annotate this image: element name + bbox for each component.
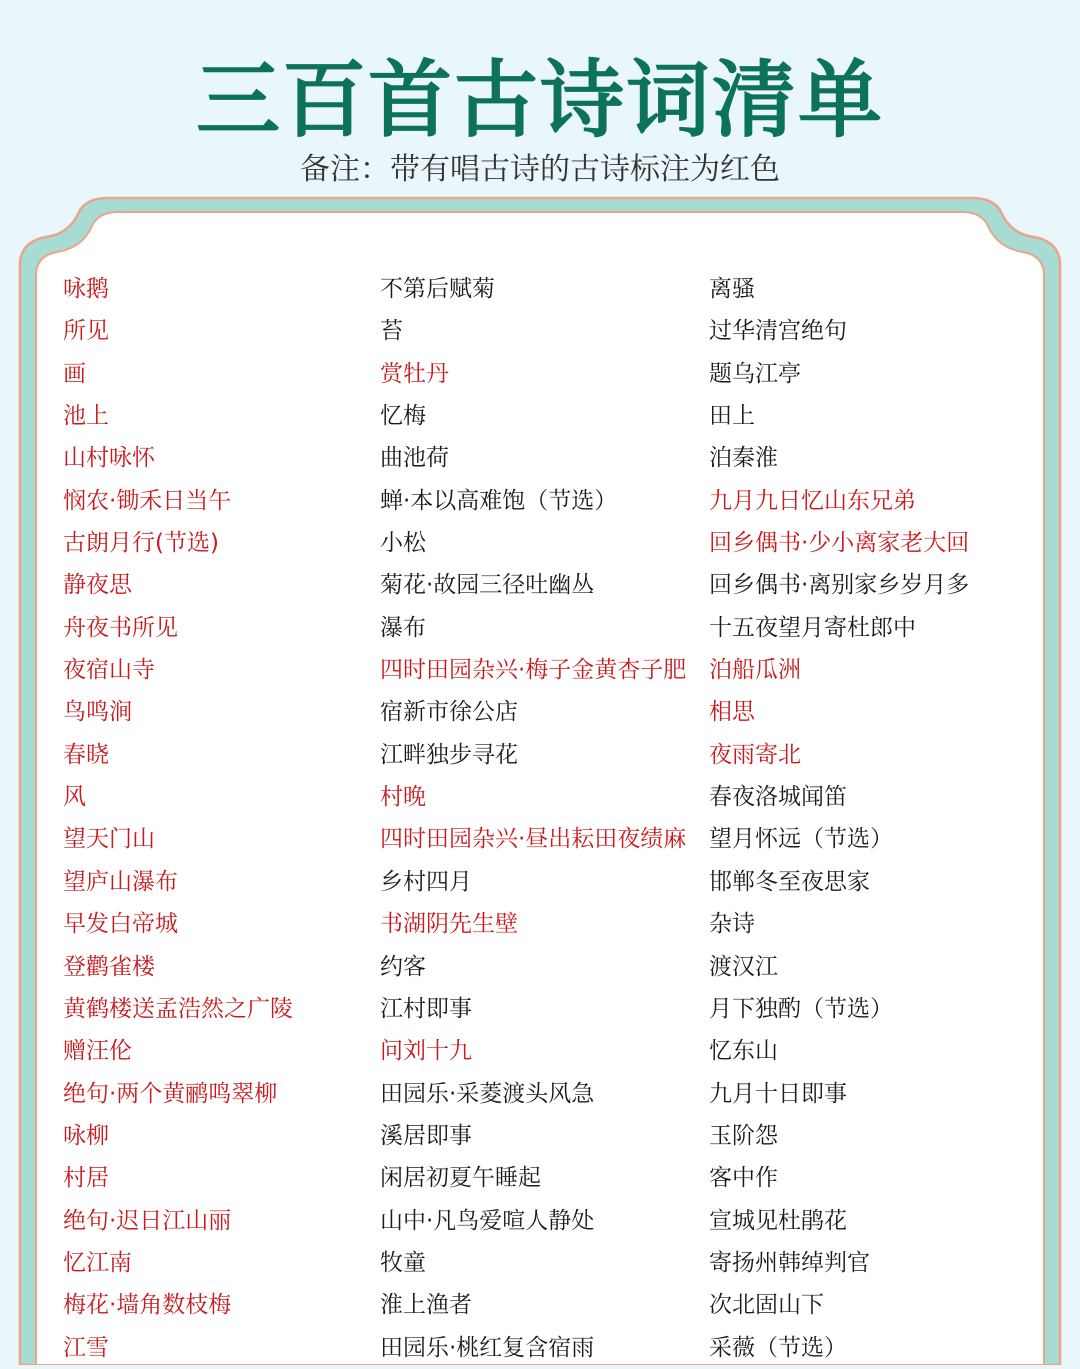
poem-title: 山中·凡鸟爱喧人静处 bbox=[380, 1207, 595, 1234]
poem-title: 书湖阴先生壁 bbox=[380, 911, 518, 938]
poem-title: 题乌江亭 bbox=[709, 360, 801, 387]
poem-title: 忆东山 bbox=[709, 1038, 778, 1065]
poem-title: 望月怀远（节选） bbox=[709, 826, 893, 853]
poem-title: 回乡偶书·离别家乡岁月多 bbox=[709, 572, 970, 599]
poem-title: 宣城见杜鹃花 bbox=[709, 1207, 847, 1234]
poem-title: 溪居即事 bbox=[380, 1122, 472, 1149]
poem-column-1 bbox=[63, 268, 293, 1369]
poem-title: 登鹳雀楼 bbox=[63, 953, 155, 980]
poem-title: 寄扬州韩绰判官 bbox=[709, 1249, 870, 1276]
poem-title: 夜雨寄北 bbox=[709, 741, 801, 768]
poem-title: 田上 bbox=[709, 403, 755, 430]
poem-title: 离骚 bbox=[709, 276, 755, 302]
poem-title: 泊秦淮 bbox=[709, 445, 778, 472]
poem-title: 乡村四月 bbox=[380, 868, 472, 895]
poem-title: 黄鹤楼送孟浩然之广陵 bbox=[63, 995, 293, 1022]
poem-title: 瀑布 bbox=[380, 614, 426, 641]
poem-title: 玉阶怨 bbox=[709, 1122, 778, 1149]
poem-title: 蝉·本以高难饱（节选） bbox=[380, 487, 618, 514]
poem-title: 咏柳 bbox=[63, 1122, 109, 1149]
poem-column-2 bbox=[380, 268, 686, 1369]
poem-title: 闲居初夏午睡起 bbox=[380, 1165, 541, 1192]
poem-title: 不第后赋菊 bbox=[380, 276, 495, 302]
poem-title: 九月九日忆山东兄弟 bbox=[709, 487, 916, 514]
poem-title: 小松 bbox=[380, 530, 426, 557]
poem-title: 月下独酌（节选） bbox=[709, 995, 893, 1022]
poem-title: 绝句·两个黄鹂鸣翠柳 bbox=[63, 1080, 278, 1107]
poem-title: 所见 bbox=[63, 318, 109, 345]
poem-title: 静夜思 bbox=[63, 572, 132, 599]
poem-title: 忆梅 bbox=[380, 403, 426, 430]
poem-title: 江雪 bbox=[63, 1334, 109, 1361]
poem-title: 田园乐·桃红复含宿雨 bbox=[380, 1334, 595, 1361]
poem-title: 渡汉江 bbox=[709, 953, 778, 980]
poem-title: 泊船瓜洲 bbox=[709, 657, 801, 684]
poem-title: 江畔独步寻花 bbox=[380, 741, 518, 768]
poem-title: 赏牡丹 bbox=[380, 360, 449, 387]
poem-title: 村居 bbox=[63, 1165, 109, 1192]
page-title: 三百首古诗词清单 bbox=[195, 51, 884, 149]
poem-title: 望天门山 bbox=[63, 826, 155, 853]
poem-title: 咏鹅 bbox=[63, 276, 109, 302]
poem-title: 山村咏怀 bbox=[63, 445, 155, 472]
poem-column-3 bbox=[709, 268, 969, 1369]
poem-title: 池上 bbox=[63, 403, 109, 430]
page-note: 备注：带有唱古诗的古诗标注为红色 bbox=[300, 152, 780, 187]
poem-title: 春夜洛城闻笛 bbox=[709, 784, 847, 811]
poem-title: 九月十日即事 bbox=[709, 1080, 847, 1107]
poem-title: 赠汪伦 bbox=[63, 1038, 132, 1065]
poem-title: 淮上渔者 bbox=[380, 1292, 472, 1319]
poem-title: 田园乐·采菱渡头风急 bbox=[380, 1080, 595, 1107]
poem-title: 鸟鸣涧 bbox=[63, 699, 132, 726]
poem-title: 苔 bbox=[380, 318, 403, 345]
poem-title: 梅花·墙角数枝梅 bbox=[63, 1292, 232, 1319]
poem-title: 回乡偶书·少小离家老大回 bbox=[709, 530, 970, 557]
poem-title: 早发白帝城 bbox=[63, 911, 178, 938]
poem-title: 牧童 bbox=[380, 1249, 426, 1276]
poem-title: 杂诗 bbox=[709, 911, 755, 938]
poem-title: 相思 bbox=[709, 699, 755, 726]
poem-title: 问刘十九 bbox=[380, 1038, 472, 1065]
poem-title: 过华清宫绝句 bbox=[709, 318, 847, 345]
poem-title: 江村即事 bbox=[380, 995, 472, 1022]
poem-title: 十五夜望月寄杜郎中 bbox=[709, 614, 916, 641]
poem-title: 约客 bbox=[380, 953, 426, 980]
poem-title: 画 bbox=[63, 360, 86, 387]
poem-title: 邯郸冬至夜思家 bbox=[709, 868, 870, 895]
poem-title: 四时田园杂兴·梅子金黄杏子肥 bbox=[380, 657, 687, 684]
poem-title: 客中作 bbox=[709, 1165, 778, 1192]
poem-title: 四时田园杂兴·昼出耘田夜绩麻 bbox=[380, 826, 687, 853]
poem-title: 舟夜书所见 bbox=[63, 614, 178, 641]
poem-title: 菊花·故园三径吐幽丛 bbox=[380, 572, 595, 599]
poem-title: 曲池荷 bbox=[380, 445, 449, 472]
poem-title: 悯农·锄禾日当午 bbox=[63, 487, 232, 514]
poem-title: 风 bbox=[63, 784, 86, 811]
poem-title: 绝句·迟日江山丽 bbox=[63, 1207, 232, 1234]
poem-title: 春晓 bbox=[63, 741, 109, 768]
poem-title: 古朗月行(节选) bbox=[63, 530, 219, 557]
poem-title: 望庐山瀑布 bbox=[63, 868, 178, 895]
poem-title: 夜宿山寺 bbox=[63, 657, 155, 684]
poem-title: 采薇（节选） bbox=[709, 1334, 847, 1361]
poem-title: 宿新市徐公店 bbox=[380, 699, 518, 726]
poem-title: 忆江南 bbox=[63, 1249, 132, 1276]
poem-title: 次北固山下 bbox=[709, 1292, 824, 1319]
poem-title: 村晚 bbox=[380, 784, 426, 811]
